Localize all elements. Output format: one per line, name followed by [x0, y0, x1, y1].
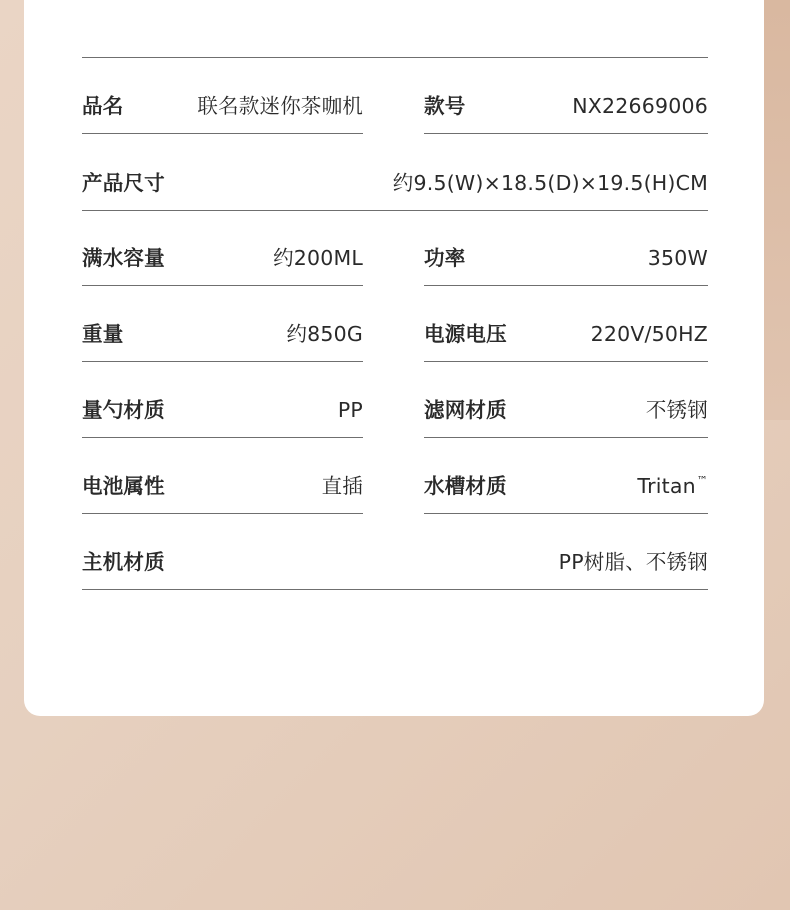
spec-value: 约850G [286, 321, 363, 346]
spec-label: 量勺材质 [82, 397, 165, 422]
spec-row-body-material [82, 514, 708, 590]
spec-row-dimensions [82, 135, 708, 211]
spec-row-weight [82, 286, 363, 362]
spec-row-voltage [424, 286, 708, 362]
spec-label: 重量 [82, 321, 124, 346]
spec-value: PP [337, 397, 363, 422]
spec-row-water-capacity [82, 210, 363, 286]
spec-label: 主机材质 [82, 549, 165, 574]
spec-value: NX22669006 [572, 93, 708, 118]
spec-label: 滤网材质 [424, 397, 507, 422]
spec-label: 功率 [424, 245, 466, 270]
spec-value: 350W [647, 245, 708, 270]
spec-row-tank-material [424, 438, 708, 514]
spec-row-model [424, 58, 708, 134]
spec-label: 款号 [424, 93, 466, 118]
spec-label: 电源电压 [424, 321, 507, 346]
spec-label: 电池属性 [82, 473, 165, 498]
spec-value: 不锈钢 [645, 397, 708, 422]
spec-label: 水槽材质 [424, 473, 507, 498]
spec-value: 约200ML [273, 245, 363, 270]
spec-row-product-name [82, 58, 363, 134]
spec-value: 联名款迷你茶咖机 [197, 93, 363, 118]
spec-label: 产品尺寸 [82, 170, 165, 195]
spec-label: 品名 [82, 93, 124, 118]
tank-material-text: Tritan [637, 473, 696, 498]
spec-value: PP树脂、不锈钢 [558, 549, 708, 574]
spec-value [637, 475, 708, 497]
spec-row-battery [82, 438, 363, 514]
trademark-mark: ™ [696, 473, 708, 487]
spec-value: 约9.5(W)×18.5(D)×19.5(H)CM [392, 170, 708, 195]
spec-row-power [424, 210, 708, 286]
spec-row-spoon-material [82, 362, 363, 438]
spec-value: 直插 [321, 473, 363, 498]
spec-label: 满水容量 [82, 245, 165, 270]
spec-row-filter-material [424, 362, 708, 438]
spec-value: 220V/50HZ [590, 321, 708, 346]
